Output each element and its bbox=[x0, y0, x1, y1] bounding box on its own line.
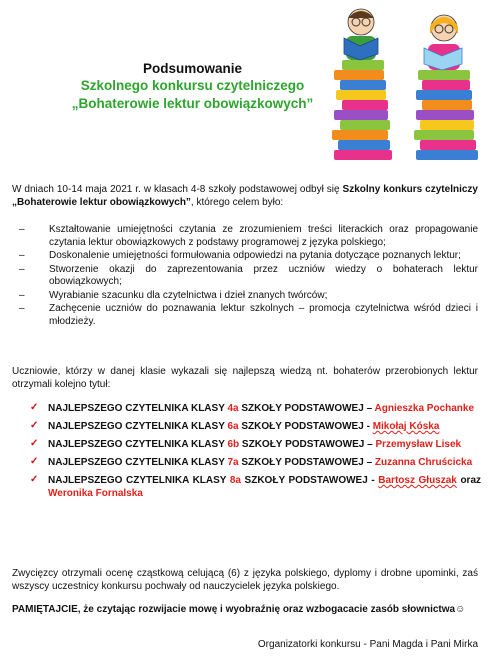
checkmark-icon: ✓ bbox=[30, 474, 39, 485]
goal-item bbox=[12, 290, 478, 303]
award-item bbox=[30, 456, 481, 469]
award-title: NAJLEPSZEGO CZYTELNIKA KLASY bbox=[48, 403, 228, 414]
dash-bullet: – bbox=[19, 250, 25, 261]
winner-name: Zuzanna Chruścicka bbox=[374, 457, 473, 468]
checkmark-icon: ✓ bbox=[30, 456, 39, 467]
award-separator: - bbox=[363, 421, 373, 432]
title-summary: Podsumowanie bbox=[142, 61, 242, 76]
award-school: SZKOŁY PODSTAWOWEJ bbox=[238, 457, 364, 468]
goal-text: Doskonalenie umiejętności formułowania odpowiedzi na pytania dotyczące poznanych lektur; bbox=[49, 250, 461, 261]
organizers-signature: Organizatorki konkursu - Pani Magda i Pani Mirka bbox=[257, 639, 478, 650]
goal-item bbox=[12, 250, 478, 263]
award-school: SZKOŁY PODSTAWOWEJ bbox=[238, 421, 364, 432]
goal-text: Wyrabianie szacunku dla czytelnictwa i dzieł znanych twórców; bbox=[49, 289, 328, 301]
winner-name: Agnieszka Pochanke bbox=[374, 403, 475, 414]
dash-bullet: – bbox=[19, 303, 25, 314]
award-conjunction: oraz bbox=[460, 475, 482, 486]
award-class: 6a bbox=[227, 421, 239, 432]
winner-name: Weronika Fornalska bbox=[48, 488, 143, 499]
intro-text-end: , którego celem było: bbox=[190, 197, 284, 208]
award-item bbox=[30, 402, 481, 415]
award-class: 8a bbox=[229, 475, 241, 486]
kids-reading-books-illustration bbox=[320, 2, 486, 168]
award-class: 7a bbox=[227, 457, 239, 468]
award-title: NAJLEPSZEGO CZYTELNIKA KLASY bbox=[48, 421, 228, 432]
remember-note: PAMIĘTAJCIE, że czytając rozwijacie mowę i wyobraźnię oraz wzbogacacie zasób słownictwa☺ bbox=[12, 604, 466, 615]
document-header bbox=[60, 60, 325, 113]
award-separator: – bbox=[363, 403, 375, 414]
checkmark-icon: ✓ bbox=[30, 438, 39, 449]
goal-text: Stworzenie okazji do zaprezentowania przez uczniów wiedzy o bohaterach lektur obowiązkowych; bbox=[49, 263, 478, 287]
intro-text-start: W dniach 10-14 maja 2021 r. w klasach 4-8 szkoły podstawowej odbył się bbox=[12, 184, 343, 195]
award-item bbox=[30, 420, 481, 433]
awards-list bbox=[30, 402, 481, 505]
winners-intro-paragraph: Uczniowie, którzy w danej klasie wykazali się najlepszą wiedzą nt. bohaterów przerobionych lektur otrzymali kolejno tytuł: bbox=[12, 366, 478, 390]
goals-list bbox=[12, 224, 478, 329]
award-school: SZKOŁY PODSTAWOWEJ bbox=[238, 403, 364, 414]
award-school: SZKOŁY PODSTAWOWEJ bbox=[240, 475, 368, 486]
intro-paragraph bbox=[12, 183, 478, 209]
closing-paragraph: Zwycięzcy otrzymali ocenę cząstkową celującą (6) z języka polskiego, dyplomy i drobne upominki, zaś wszyscy uczestnicy konkursu pochwały od nauczycielek języka polskiego. bbox=[12, 568, 478, 592]
award-title: NAJLEPSZEGO CZYTELNIKA KLASY bbox=[48, 457, 228, 468]
dash-bullet: – bbox=[19, 224, 25, 235]
award-separator: - bbox=[367, 475, 379, 486]
goal-text: Kształtowanie umiejętności czytania ze zrozumieniem treści literackich oraz propagowanie czytania lektur obowiązkowych z podstawy programowej z języka polskiego; bbox=[49, 224, 478, 248]
goal-item bbox=[12, 264, 478, 289]
checkmark-icon: ✓ bbox=[30, 402, 39, 413]
award-item bbox=[30, 438, 481, 451]
dash-bullet: – bbox=[19, 289, 25, 301]
goal-text: Zachęcenie uczniów do poznawania lektur szkolnych – promocja czytelnictwa wśród dzieci i młodzieży. bbox=[49, 303, 478, 327]
winner-name: Przemysław Lisek bbox=[375, 439, 462, 450]
award-class: 6b bbox=[227, 439, 240, 450]
checkmark-icon: ✓ bbox=[30, 420, 39, 431]
title-contest: Szkolnego konkursu czytelniczego bbox=[80, 78, 305, 93]
winner-name: Bartosz Głuszak bbox=[378, 475, 457, 486]
title-contest-name: „Bohaterowie lektur obowiązkowych” bbox=[71, 96, 314, 111]
contest-name-bold: Szkolny konkurs czytelniczy „Bohaterowie lektur obowiązkowych” bbox=[12, 184, 478, 208]
award-school: SZKOŁY PODSTAWOWEJ bbox=[239, 439, 365, 450]
award-title: NAJLEPSZEGO CZYTELNIKA KLASY bbox=[48, 475, 230, 486]
goal-item bbox=[12, 303, 478, 328]
award-class: 4a bbox=[227, 403, 239, 414]
dash-bullet: – bbox=[19, 263, 25, 275]
goal-item bbox=[12, 224, 478, 249]
winner-name: Mikołaj Kóska bbox=[372, 421, 440, 432]
award-separator: – bbox=[363, 457, 375, 468]
award-item bbox=[30, 474, 481, 500]
award-separator: – bbox=[364, 439, 376, 450]
award-title: NAJLEPSZEGO CZYTELNIKA KLASY bbox=[48, 439, 228, 450]
